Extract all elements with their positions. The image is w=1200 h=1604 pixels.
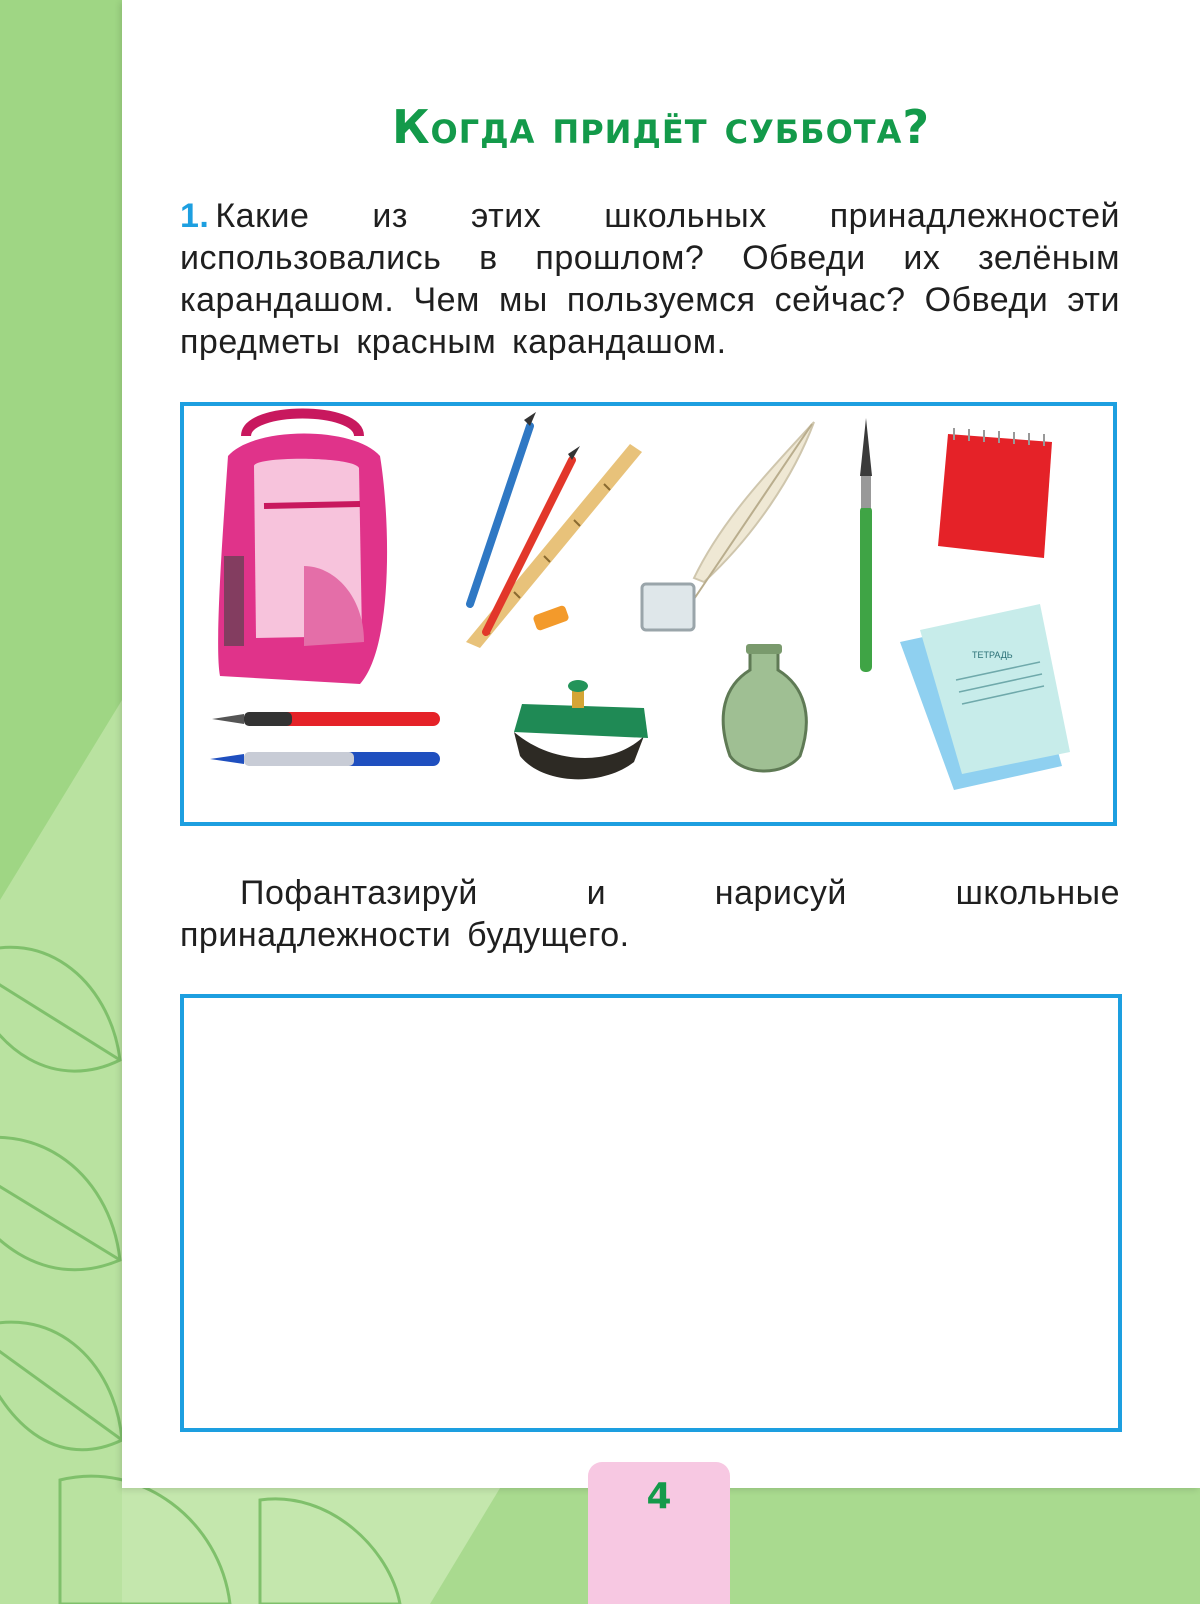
glass-inkwell-icon[interactable] — [723, 644, 806, 771]
quill-inkwell-icon[interactable] — [642, 422, 814, 630]
blotter-icon[interactable] — [514, 680, 648, 779]
drawing-instruction: Пофантазируй и нарисуй школьные принадлежности будущего. — [180, 874, 1120, 954]
task-number: 1. — [180, 197, 210, 235]
notebooks-icon[interactable] — [900, 604, 1070, 790]
notepad-icon[interactable] — [938, 428, 1052, 558]
page-title: Когда придёт суббота? — [391, 100, 931, 154]
pencils-ruler-eraser-icon[interactable] — [466, 412, 642, 648]
ballpoint-pens-icon[interactable] — [210, 712, 440, 766]
task-1 — [180, 195, 1120, 363]
drawing-area[interactable] — [180, 994, 1122, 1432]
school-supplies-frame — [180, 402, 1117, 826]
notebook-label: ТЕТРАДЬ — [972, 650, 1013, 660]
task-text: Какие из этих школьных принадлежностей использовались в прошлом? Обведи их зелёным карандашом. Чем мы пользуемся сейчас? Обведи эти предметы красным карандашом. — [180, 197, 1120, 361]
dip-pen-icon[interactable] — [860, 418, 872, 672]
backpack-icon[interactable] — [218, 414, 387, 685]
page-number: 4 — [646, 1476, 672, 1517]
